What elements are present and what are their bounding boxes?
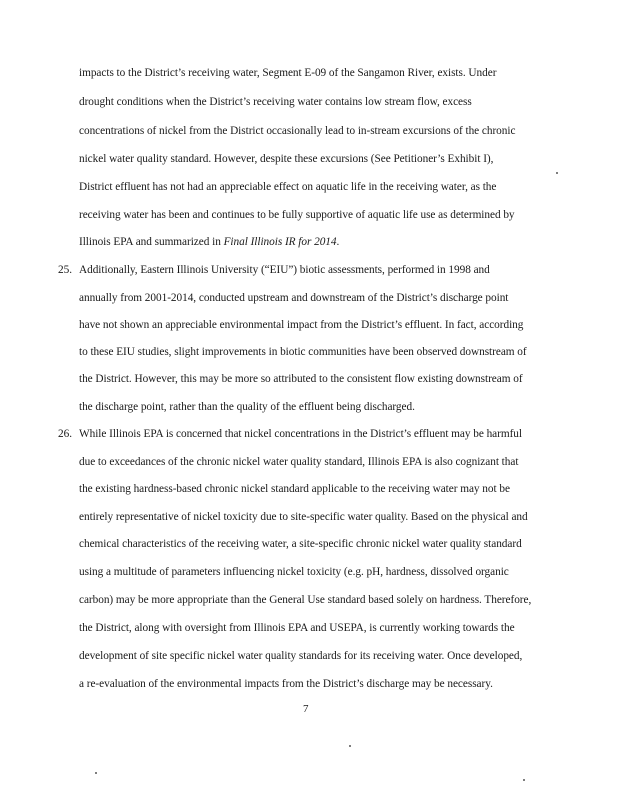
paragraph-25-line-1: Additionally, Eastern Illinois University (“EIU”) biotic assessments, performed in 1998 and [79,264,490,276]
paragraph-26-line-5: chemical characteristics of the receiving water, a site-specific chronic nickel water quality standard [79,538,522,550]
paragraph-26-line-3: the existing hardness-based chronic nickel standard applicable to the receiving water may not be [79,483,510,495]
page-number: 7 [303,703,309,715]
paragraph-25-line-5: the District. However, this may be more so attributed to the consistent flow existing downstream of [79,373,523,385]
paragraph-26-line-10: a re-evaluation of the environmental impacts from the District’s discharge may be necessary. [79,678,493,690]
continuation-line-7-suffix: . [336,236,340,248]
paragraph-26-line-8: the District, along with oversight from Illinois EPA and USEPA, is currently working towards the [79,622,515,634]
scan-speck [95,772,97,774]
continuation-line-7-prefix: Illinois EPA and summarized in [79,236,224,248]
paragraph-26-line-7: carbon) may be more appropriate than the General Use standard based solely on hardness. Therefore, [79,594,532,606]
continuation-line-2: drought conditions when the District’s receiving water contains low stream flow, excess [79,96,472,108]
continuation-line-3: concentrations of nickel from the District occasionally lead to in-stream excursions of the chronic [79,125,516,137]
paragraph-26-line-4: entirely representative of nickel toxicity due to site-specific water quality. Based on the physical and [79,511,528,523]
paragraph-26-number: 26. [58,428,73,440]
paragraph-26-line-6: using a multitude of parameters influencing nickel toxicity (e.g. pH, hardness, dissolved organic [79,566,509,578]
continuation-line-4: nickel water quality standard. However, despite these excursions (See Petitioner’s Exhibit I), [79,153,494,165]
continuation-line-7 [79,235,339,249]
paragraph-25-line-3: have not shown an appreciable environmental impact from the District’s effluent. In fact, according [79,319,524,331]
scan-speck [523,779,525,781]
paragraph-25-line-6: the discharge point, rather than the quality of the effluent being discharged. [79,401,415,413]
continuation-line-1: impacts to the District’s receiving water, Segment E-09 of the Sangamon River, exists. Under [79,67,497,79]
paragraph-25-line-2: annually from 2001-2014, conducted upstream and downstream of the District’s discharge point [79,292,509,304]
paragraph-26-line-1: While Illinois EPA is concerned that nickel concentrations in the District’s effluent may be harmful [79,428,522,440]
scan-speck [349,745,351,747]
scan-speck [556,172,558,174]
paragraph-26-line-9: development of site specific nickel water quality standards for its receiving water. Once developed, [79,650,523,662]
paragraph-25-number: 25. [58,264,73,276]
paragraph-26-line-2: due to exceedances of the chronic nickel water quality standard, Illinois EPA is also cognizant that [79,456,519,468]
report-title-italic: Final Illinois IR for 2014 [223,236,337,248]
continuation-line-5: District effluent has not had an appreciable effect on aquatic life in the receiving water, as the [79,181,497,193]
continuation-line-6: receiving water has been and continues to be fully supportive of aquatic life use as determined by [79,209,515,221]
paragraph-25-line-4: to these EIU studies, slight improvements in biotic communities have been observed downstream of [79,346,527,358]
